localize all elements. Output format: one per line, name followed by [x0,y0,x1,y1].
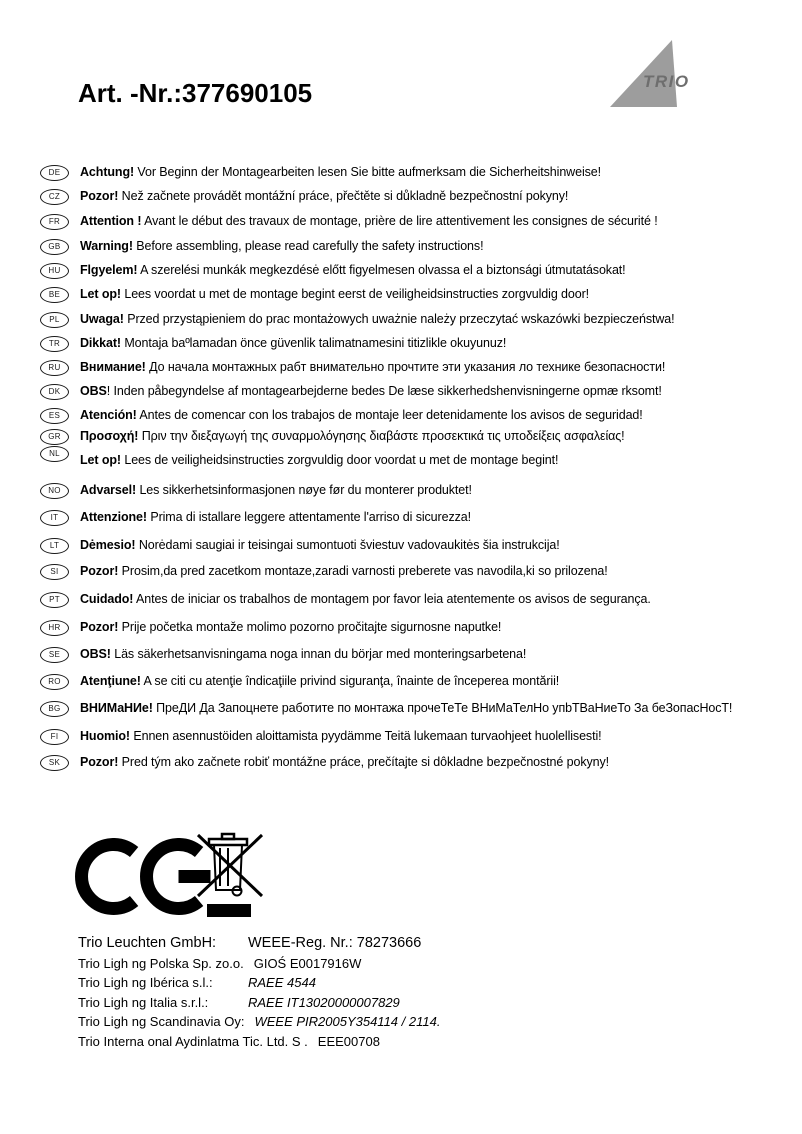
company-name: Trio Ligh ng Scandinavia Oy: [78,1014,245,1029]
warning-text: OBS! Inden påbegyndelse af montagearbejderne bedes De læse sikkerhedshenvisningerne opmæ rksomt! [80,384,662,398]
warning-text: OBS! Läs säkerhetsanvisningama noga innan du börjar med monteringsarbetena! [80,647,527,661]
country-badge-cz: CZ [40,189,69,205]
lang-row-hr [40,619,501,636]
lang-row-fi [40,728,602,745]
warning-text: Attenzione! Prima di istallare leggere attentamente l'arriso di sicurezza! [80,510,471,524]
warning-text: Προσοχή! Πριν την διεξαγωγή της συναρμολόγησης διαβάστε προσεκτικά τις υποδείξεις ασφαλείας! [80,429,625,443]
lang-row-cz [40,188,568,205]
lang-row-de [40,164,601,181]
footer-row [78,973,440,993]
country-badge-tr: TR [40,336,69,352]
footer-row [78,993,440,1013]
country-badge-fr: FR [40,214,69,230]
footer-row [78,1032,440,1052]
lang-row-lt [40,537,560,554]
warning-text: Let op! Lees de veiligheidsinstructies zorgvuldig door voordat u met de montage begint! [80,453,559,467]
footer-row [78,1012,440,1032]
trio-logo-text: TRIO [643,72,690,91]
warning-text: Flgyelem! A szerelési munkák megkezdésė előtt figyelmesen olvassa el a biztonsági útmutatásokat! [80,263,626,277]
lang-row-fr [40,213,658,230]
country-badge-gr: GR [40,429,69,445]
country-badge-ro: RO [40,674,69,690]
registration-number: WEEE-Reg. Nr.: 78273666 [248,935,422,951]
lang-row-it [40,509,471,526]
warning-text: Dikkat! Montaja baºlamadan önce güvenlik talimatnamesini titizlikle okuyunuz! [80,336,507,350]
company-name: Trio Interna onal Aydinlatma Tic. Ltd. S . [78,1033,308,1049]
warning-text: Dėmesio! Norėdami saugiai ir teisingai sumontuoti šviestuv vadovaukitės šia instrukcija! [80,538,560,552]
lang-row-si [40,563,608,580]
country-badge-es: ES [40,408,69,424]
lang-row-gr [40,428,625,445]
warning-text: Pozor! Než začnete provádět montážní práce, přečtěte si důkladně bezpečnostní pokyny! [80,189,569,203]
warning-text: Let op! Lees voordat u met de montage begint eerst de veiligheidsinstructies zorgvuldig door! [80,287,590,301]
company-name: Trio Ligh ng Italia s.r.l.: [78,994,209,1010]
country-badge-hu: HU [40,263,69,279]
lang-row-pt [40,591,651,608]
country-badge-hr: HR [40,620,69,636]
warning-text: Atenţiune! A se citi cu atenţie îndicaţiile privind siguranţa, înainte de începerea montării! [80,674,560,688]
registration-number: GIOŚ E0017916W [253,955,362,971]
warning-text: Cuidado! Antes de iniciar os trabalhos de montagem por favor leia atentemente os avisos de segurança. [80,592,651,606]
country-badge-be: BE [40,287,69,303]
country-badge-lt: LT [40,538,69,554]
warning-text: ВНИМаНИе! ПреДИ Да Запоцнете работите по монтажа прочеТеТе ВНиМаТелНо упbТВаНиеТо За беЗопасНосТ! [80,701,733,715]
lang-row-se [40,646,526,663]
registration-number: EEE00708 [317,1033,380,1049]
lang-row-bg [40,700,732,717]
warning-text: Attention ! Avant le début des travaux de montage, prière de lire attentivement les consignes de sécurité ! [80,214,658,228]
country-badge-ru: RU [40,360,69,376]
country-badge-pt: PT [40,592,69,608]
company-name: Trio Ligh ng Polska Sp. zo.o. [78,955,244,971]
country-badge-sk: SK [40,755,69,771]
country-badge-se: SE [40,647,69,663]
footer-row [78,934,440,954]
country-badge-nl: NL [40,446,69,462]
lang-row-pl [40,311,675,328]
trio-logo [605,36,715,114]
warning-text: Uwaga! Przed przystąpieniem do prac montażowych uważnie należy przeczytać wskazówki bezpieczeństwa! [80,312,675,326]
company-name: Trio Ligh ng Ibérica s.l.: [78,975,213,990]
lang-row-ro [40,673,559,690]
article-number-title: Art. -Nr.:377690105 [78,78,313,108]
country-badge-pl: PL [40,312,69,328]
country-badge-it: IT [40,510,69,526]
lang-row-hu [40,262,626,279]
country-badge-dk: DK [40,384,69,400]
company-name: Trio Leuchten GmbH: [78,935,217,951]
warning-text: Pozor! Prije početka montaže molimo pozorno pročitajte sigurnosne naputke! [80,620,502,634]
country-badge-fi: FI [40,729,69,745]
lang-row-tr [40,335,506,352]
country-badge-si: SI [40,564,69,580]
country-badge-gb: GB [40,239,69,255]
lang-row-no [40,482,472,499]
warning-text: Warning! Before assembling, please read carefully the safety instructions! [80,239,484,253]
warning-text: Advarsel! Les sikkerhetsinformasjonen nøye før du monterer produktet! [80,483,472,497]
warning-text: Pozor! Prosim,da pred zacetkom montaze,zaradi varnosti preberete vas navodila,ki so prilozena! [80,564,608,578]
registration-number: RAEE 4544 [248,975,316,990]
country-badge-de: DE [40,165,69,181]
warning-text: Achtung! Vor Beginn der Montagearbeiten lesen Sie bitte aufmerksam die Sicherheitshinweise! [80,165,602,179]
warning-text: Внимание! До начала монтажных рабт внимательно прочтите эти указания ло технике безопасности! [80,360,666,374]
registration-number: WEEE PIR2005Y354114 / 2114. [254,1014,441,1029]
lang-row-dk [40,383,662,400]
lang-row-es [40,407,643,424]
footer-row [78,954,440,974]
warning-text: Atención! Antes de comencar con los trabajos de montaje leer detenidamente los avisos de seguridad! [80,408,643,422]
registration-number: RAEE IT13020000007829 [248,994,400,1010]
lang-row-ru [40,359,665,376]
country-badge-bg: BG [40,701,69,717]
country-badge-no: NO [40,483,69,499]
warning-text: Huomio! Ennen asennustöiden aloittamista pyydämme Teitä lukemaan turvaohjeet huolellisesti! [80,729,602,743]
warning-text: Pozor! Pred tým ako začnete robiť montážne práce, prečítajte si dôkladne bezpečnostné pokyny! [80,755,610,769]
lang-row-be [40,286,589,303]
lang-row-sk [40,754,609,771]
weee-bin-icon [196,830,266,922]
lang-row-nl [40,449,559,469]
lang-row-gb [40,238,483,255]
manufacturer-registration-block [78,934,440,1051]
